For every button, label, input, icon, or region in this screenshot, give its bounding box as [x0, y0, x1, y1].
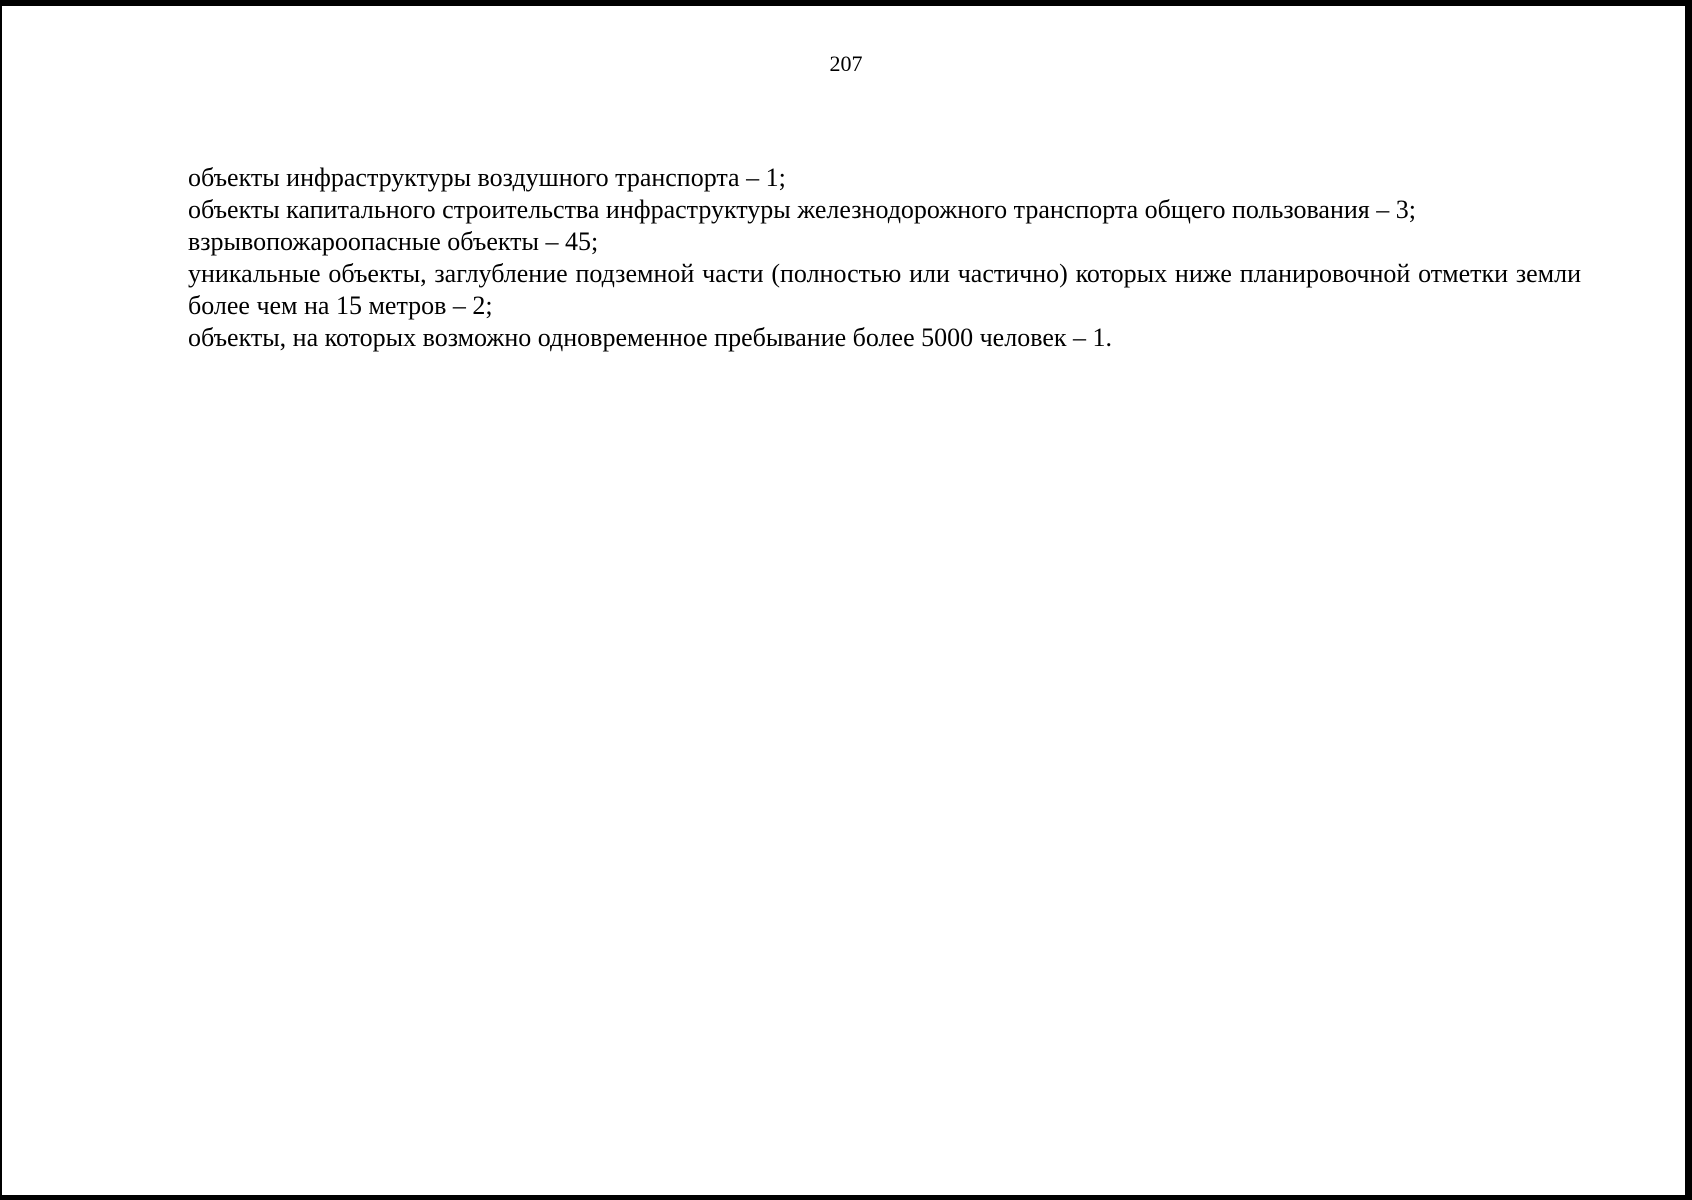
list-item-unique-objects: уникальные объекты, заглубление подземной части (полностью или частично) которых ниже планировочной отметки земли более чем на 15 метров – 2; [188, 259, 1581, 320]
list-item-mass-gathering-objects: объекты, на которых возможно одновременное пребывание более 5000 человек – 1. [188, 323, 1112, 352]
scan-border-top [0, 0, 1692, 6]
scan-border-left [0, 0, 2, 1200]
document-body [188, 162, 1581, 354]
scan-border-right [1685, 0, 1692, 1200]
scan-border-bottom [0, 1195, 1692, 1200]
list-item-air-transport: объекты инфраструктуры воздушного транспорта – 1; [188, 163, 786, 192]
page-number: 207 [829, 51, 863, 76]
list-item-explosive-objects: взрывопожароопасные объекты – 45; [188, 227, 599, 256]
list-item-railway-infrastructure: объекты капитального строительства инфраструктуры железнодорожного транспорта общего пользования – 3; [188, 195, 1416, 224]
